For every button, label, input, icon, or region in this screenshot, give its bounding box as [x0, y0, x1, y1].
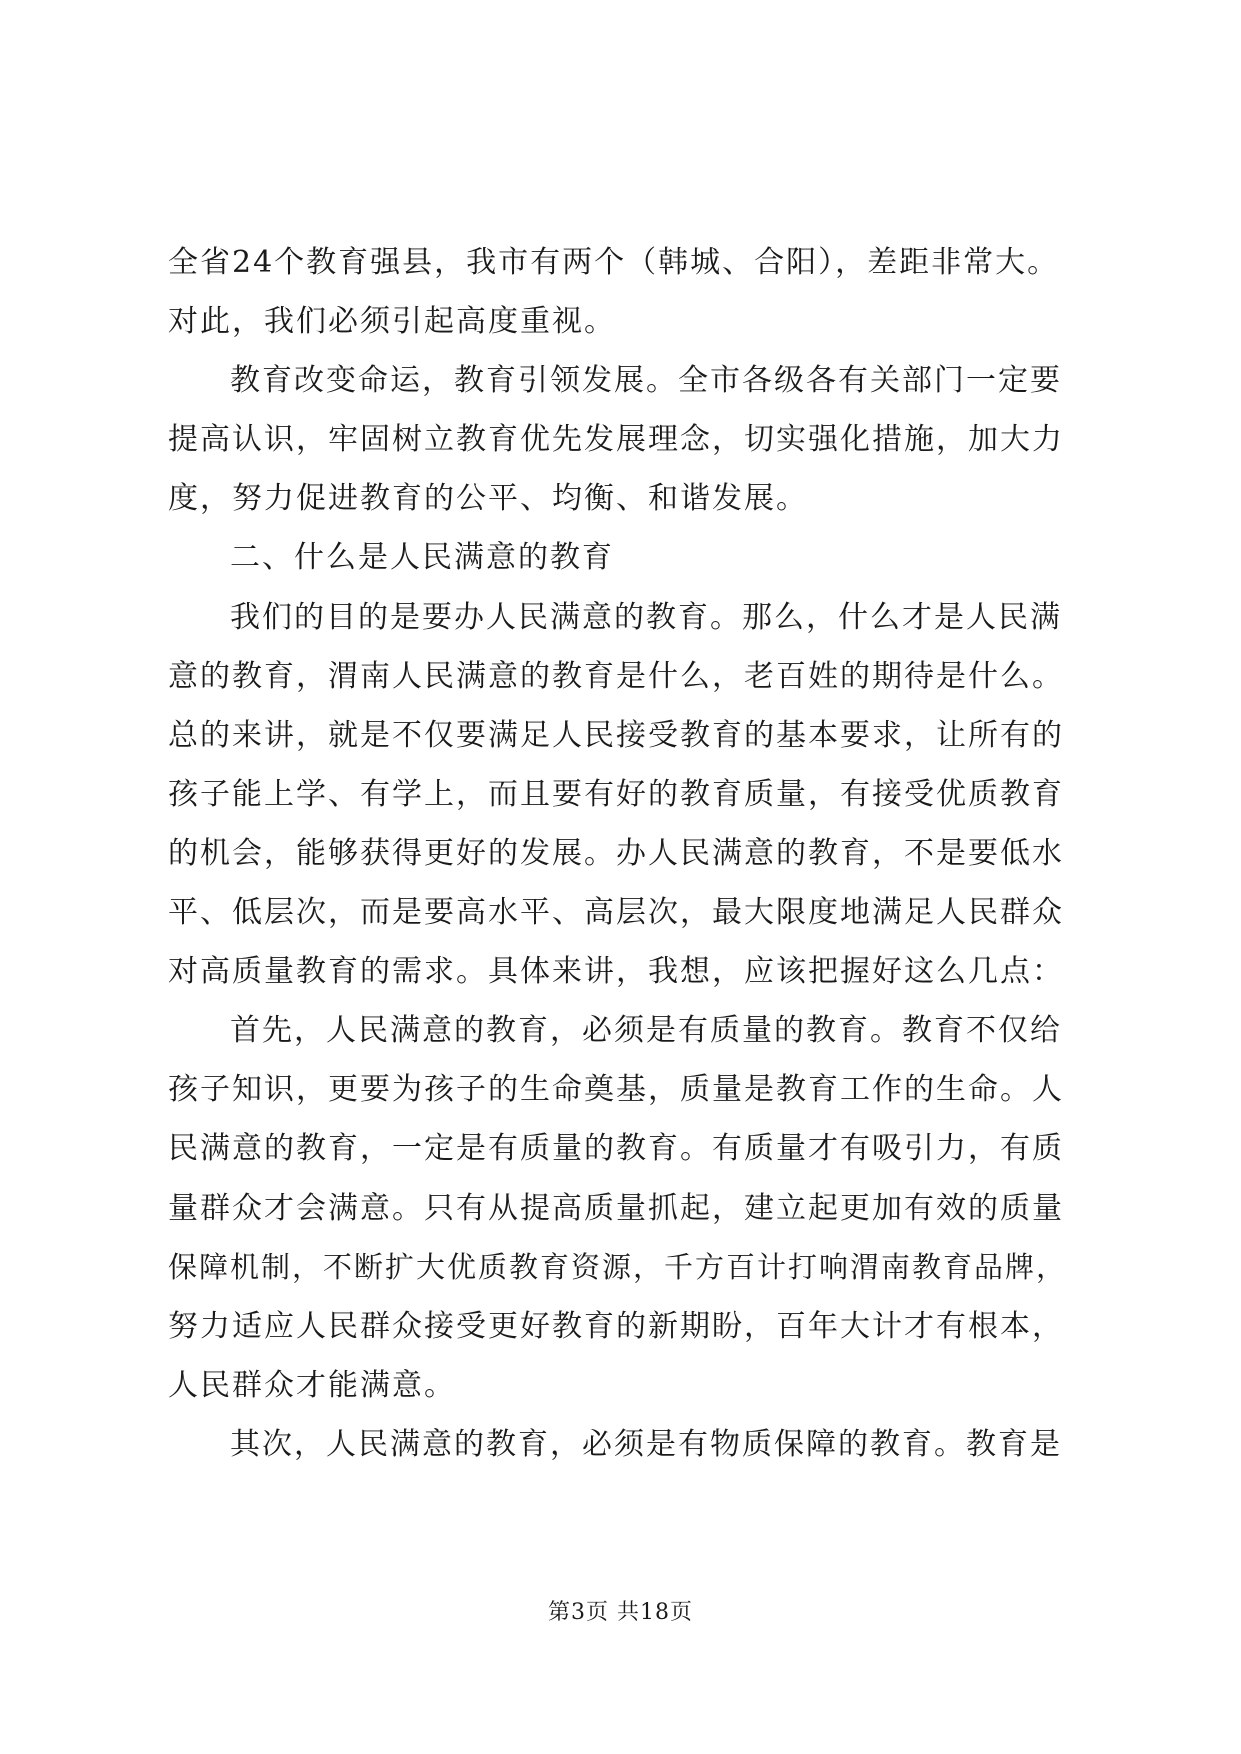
text-line: 平、低层次，而是要高水平、高层次，最大限度地满足人民群众 — [168, 895, 1064, 931]
text-line: 总的来讲，就是不仅要满足人民接受教育的基本要求，让所有的 — [168, 717, 1064, 753]
text-line: 意的教育，渭南人民满意的教育是什么，老百姓的期待是什么。 — [168, 658, 1064, 694]
text-line: 努力适应人民群众接受更好教育的新期盼，百年大计才有根本， — [168, 1308, 1064, 1344]
text-line: 人民群众才能满意。 — [168, 1367, 456, 1403]
text-line: 二、什么是人民满意的教育 — [230, 540, 614, 576]
text-line: 对高质量教育的需求。具体来讲，我想，应该把握好这么几点： — [168, 954, 1064, 990]
page-footer: 第3页 共18页 — [548, 1600, 693, 1625]
text-line: 度，努力促进教育的公平、均衡、和谐发展。 — [168, 481, 808, 517]
text-line: 全省24个教育强县，我市有两个（韩城、合阳），差距非常大。 — [168, 245, 1060, 280]
text-line: 民满意的教育，一定是有质量的教育。有质量才有吸引力，有质 — [168, 1131, 1064, 1167]
text-line: 教育改变命运，教育引领发展。全市各级各有关部门一定要 — [230, 363, 1062, 399]
text-line: 提高认识，牢固树立教育优先发展理念，切实强化措施，加大力 — [168, 422, 1064, 458]
text-line: 的机会，能够获得更好的发展。办人民满意的教育，不是要低水 — [168, 835, 1064, 871]
text-line: 孩子知识，更要为孩子的生命奠基，质量是教育工作的生命。人 — [168, 1072, 1064, 1108]
text-line: 孩子能上学、有学上，而且要有好的教育质量，有接受优质教育 — [168, 776, 1064, 812]
text-line: 对此，我们必须引起高度重视。 — [168, 304, 616, 340]
document-body — [168, 233, 1080, 1474]
text-line: 我们的目的是要办人民满意的教育。那么，什么才是人民满 — [230, 599, 1062, 635]
text-line: 首先，人民满意的教育，必须是有质量的教育。教育不仅给 — [230, 1013, 1062, 1049]
text-line: 保障机制，不断扩大优质教育资源，千方百计打响渭南教育品牌， — [168, 1249, 1068, 1284]
text-line: 量群众才会满意。只有从提高质量抓起，建立起更加有效的质量 — [168, 1190, 1064, 1226]
text-line: 其次，人民满意的教育，必须是有物质保障的教育。教育是 — [230, 1426, 1062, 1462]
